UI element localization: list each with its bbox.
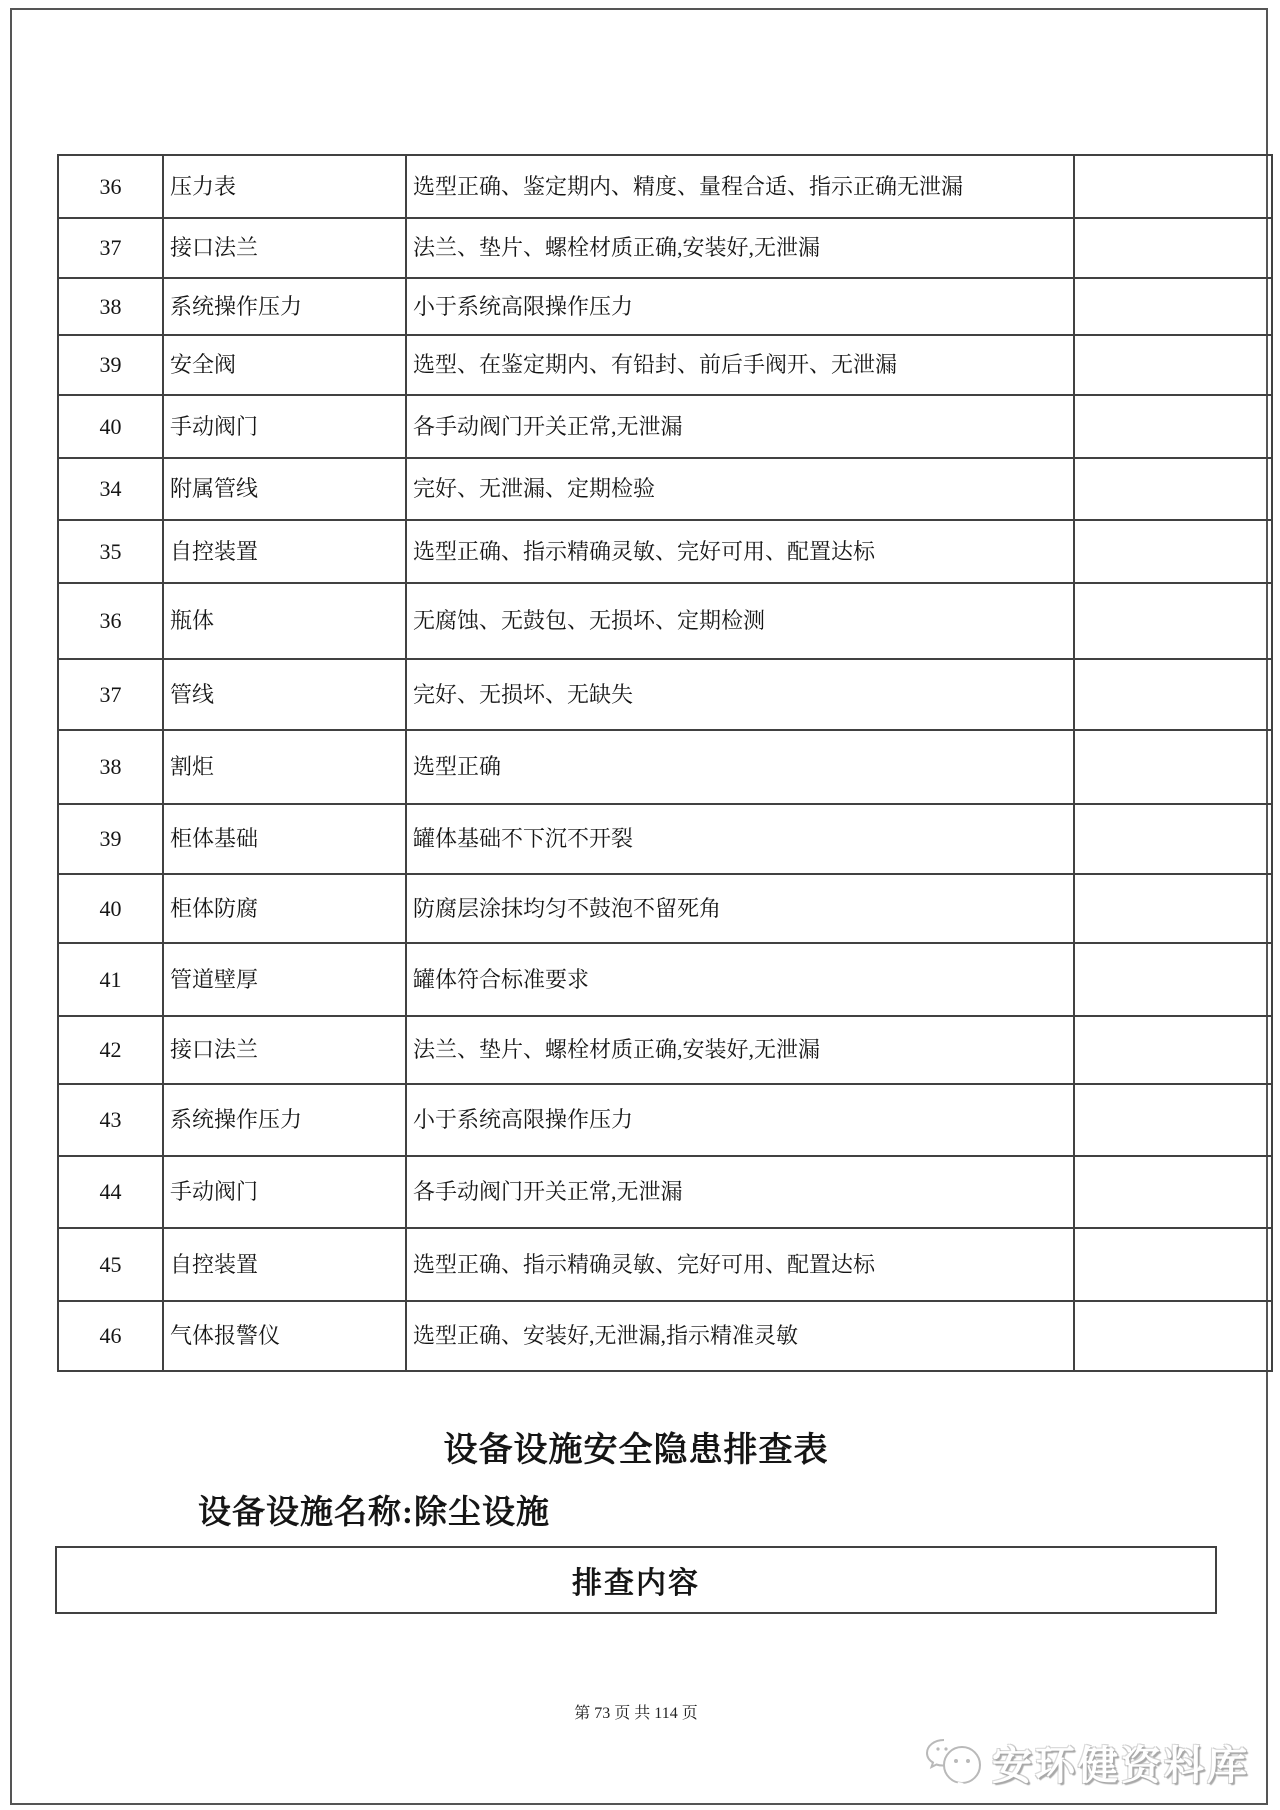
criteria-cell: 法兰、垫片、螺栓材质正确,安装好,无泄漏 <box>406 1016 1074 1084</box>
row-number-cell: 42 <box>58 1016 163 1084</box>
item-name-cell: 手动阀门 <box>163 395 406 458</box>
criteria-cell: 法兰、垫片、螺栓材质正确,安装好,无泄漏 <box>406 218 1074 278</box>
result-cell <box>1074 395 1272 458</box>
row-number-cell: 39 <box>58 804 163 874</box>
table-row <box>58 1016 1272 1084</box>
item-name-cell: 柜体基础 <box>163 804 406 874</box>
row-number-cell: 36 <box>58 583 163 659</box>
criteria-cell: 完好、无损坏、无缺失 <box>406 659 1074 730</box>
table-row <box>58 583 1272 659</box>
item-name-cell: 压力表 <box>163 155 406 218</box>
criteria-cell: 选型、在鉴定期内、有铅封、前后手阀开、无泄漏 <box>406 335 1074 395</box>
result-cell <box>1074 1156 1272 1228</box>
table-row <box>58 1301 1272 1371</box>
result-cell <box>1074 458 1272 520</box>
criteria-cell: 选型正确 <box>406 730 1074 804</box>
row-number-cell: 44 <box>58 1156 163 1228</box>
result-cell <box>1074 155 1272 218</box>
item-name-cell: 气体报警仪 <box>163 1301 406 1371</box>
table-row <box>58 278 1272 335</box>
result-cell <box>1074 278 1272 335</box>
criteria-cell: 罐体符合标准要求 <box>406 943 1074 1016</box>
table-row <box>58 155 1272 218</box>
item-name-cell: 系统操作压力 <box>163 278 406 335</box>
criteria-cell: 选型正确、鉴定期内、精度、量程合适、指示正确无泄漏 <box>406 155 1074 218</box>
device-name-value: 除尘设施 <box>414 1495 550 1531</box>
row-number-cell: 45 <box>58 1228 163 1301</box>
criteria-cell: 小于系统高限操作压力 <box>406 1084 1074 1156</box>
wechat-logo-icon <box>924 1737 986 1789</box>
table-row <box>58 659 1272 730</box>
inspection-table <box>57 154 1273 1372</box>
table-row <box>58 395 1272 458</box>
result-cell <box>1074 1084 1272 1156</box>
criteria-cell: 防腐层涂抹均匀不鼓泡不留死角 <box>406 874 1074 943</box>
item-name-cell: 接口法兰 <box>163 218 406 278</box>
watermark-text: 安环健资料库 <box>992 1743 1250 1788</box>
row-number-cell: 38 <box>58 730 163 804</box>
row-number-cell: 37 <box>58 659 163 730</box>
inspection-content-header: 排查内容 <box>572 1567 700 1600</box>
criteria-cell: 选型正确、指示精确灵敏、完好可用、配置达标 <box>406 1228 1074 1301</box>
item-name-cell: 自控装置 <box>163 520 406 583</box>
result-cell <box>1074 583 1272 659</box>
row-number-cell: 37 <box>58 218 163 278</box>
watermark <box>924 1734 1250 1791</box>
table-row <box>58 520 1272 583</box>
table-row <box>58 730 1272 804</box>
table-row <box>58 335 1272 395</box>
item-name-cell: 柜体防腐 <box>163 874 406 943</box>
row-number-cell: 38 <box>58 278 163 335</box>
row-number-cell: 43 <box>58 1084 163 1156</box>
result-cell <box>1074 730 1272 804</box>
result-cell <box>1074 804 1272 874</box>
item-name-cell: 附属管线 <box>163 458 406 520</box>
item-name-cell: 瓶体 <box>163 583 406 659</box>
row-number-cell: 34 <box>58 458 163 520</box>
item-name-cell: 手动阀门 <box>163 1156 406 1228</box>
row-number-cell: 36 <box>58 155 163 218</box>
table-row <box>58 1156 1272 1228</box>
item-name-cell: 管道壁厚 <box>163 943 406 1016</box>
device-name-label: 设备设施名称: <box>198 1495 414 1531</box>
row-number-cell: 40 <box>58 395 163 458</box>
row-number-cell: 41 <box>58 943 163 1016</box>
result-cell <box>1074 659 1272 730</box>
criteria-cell: 选型正确、指示精确灵敏、完好可用、配置达标 <box>406 520 1074 583</box>
table-row <box>58 1228 1272 1301</box>
criteria-cell: 各手动阀门开关正常,无泄漏 <box>406 395 1074 458</box>
result-cell <box>1074 335 1272 395</box>
item-name-cell: 割炬 <box>163 730 406 804</box>
row-number-cell: 39 <box>58 335 163 395</box>
table-row <box>58 943 1272 1016</box>
criteria-cell: 完好、无泄漏、定期检验 <box>406 458 1074 520</box>
table-row <box>58 804 1272 874</box>
criteria-cell: 罐体基础不下沉不开裂 <box>406 804 1074 874</box>
criteria-cell: 各手动阀门开关正常,无泄漏 <box>406 1156 1074 1228</box>
table-row <box>58 874 1272 943</box>
inspection-content-header-box <box>55 1546 1217 1614</box>
item-name-cell: 自控装置 <box>163 1228 406 1301</box>
criteria-cell: 小于系统高限操作压力 <box>406 278 1074 335</box>
row-number-cell: 35 <box>58 520 163 583</box>
result-cell <box>1074 874 1272 943</box>
result-cell <box>1074 520 1272 583</box>
result-cell <box>1074 943 1272 1016</box>
item-name-cell: 接口法兰 <box>163 1016 406 1084</box>
row-number-cell: 40 <box>58 874 163 943</box>
row-number-cell: 46 <box>58 1301 163 1371</box>
result-cell <box>1074 1228 1272 1301</box>
item-name-cell: 系统操作压力 <box>163 1084 406 1156</box>
table-row <box>58 458 1272 520</box>
table-row <box>58 1084 1272 1156</box>
item-name-cell: 安全阀 <box>163 335 406 395</box>
device-name-line <box>198 1486 550 1533</box>
item-name-cell: 管线 <box>163 659 406 730</box>
inspection-table-body <box>58 155 1272 1371</box>
criteria-cell: 选型正确、安装好,无泄漏,指示精准灵敏 <box>406 1301 1074 1371</box>
table-row <box>58 218 1272 278</box>
page-number-footer: 第 73 页 共 114 页 <box>574 1705 698 1722</box>
result-cell <box>1074 1301 1272 1371</box>
result-cell <box>1074 218 1272 278</box>
page-title: 设备设施安全隐患排查表 <box>443 1432 829 1469</box>
result-cell <box>1074 1016 1272 1084</box>
criteria-cell: 无腐蚀、无鼓包、无损坏、定期检测 <box>406 583 1074 659</box>
